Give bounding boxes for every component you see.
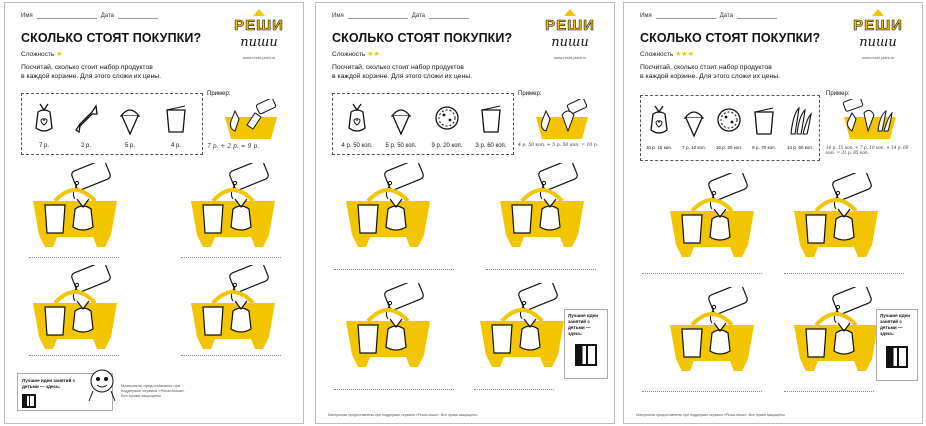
example-basket [221, 99, 281, 141]
footer: Материалы предоставлены при поддержке сервиса «Реши-пиши». Все права защищены. [328, 413, 478, 417]
difficulty: Сложность ★ [21, 51, 63, 58]
basket [494, 163, 590, 249]
answer-line[interactable] [642, 391, 762, 392]
date-field[interactable] [429, 13, 469, 19]
price-tag [708, 173, 749, 201]
answer-line[interactable] [486, 269, 596, 270]
yogurt-cup-icon [751, 104, 777, 138]
page-title: СКОЛЬКО СТОЯТ ПОКУПКИ? [21, 31, 202, 45]
candy-bag-icon [344, 102, 370, 136]
logo-url: www.reshi-pishi.ru [553, 55, 587, 60]
logo-top-text: РЕШИ [853, 17, 903, 34]
logo-bottom-text: пиши [551, 35, 589, 50]
example-panel [207, 91, 299, 157]
answer-line[interactable] [181, 257, 281, 258]
price-tag [708, 287, 749, 315]
answer-line[interactable] [784, 391, 874, 392]
basket [185, 163, 281, 249]
logo-top-text: РЕШИ [234, 17, 284, 34]
basket [664, 287, 760, 373]
price-list [640, 95, 820, 161]
answer-line[interactable] [334, 389, 454, 390]
date-label: Дата [100, 13, 114, 19]
price-item: 16 р. 20 коп. [711, 104, 747, 150]
answer-line[interactable] [181, 355, 281, 356]
price-tag [229, 163, 270, 191]
price-item: 10 р. 15 коп. [641, 104, 677, 150]
basket [340, 283, 436, 369]
difficulty: Сложность ★★★ [640, 51, 694, 58]
pizza-icon [434, 102, 460, 136]
logo-bottom-text: пиши [240, 35, 278, 50]
name-label: Имя [640, 13, 652, 19]
name-label: Имя [332, 13, 344, 19]
price-tag [384, 283, 425, 311]
basket [185, 265, 281, 351]
date-field[interactable] [737, 13, 777, 19]
basket [340, 163, 436, 249]
star-icon: ★ [56, 51, 63, 58]
price-tag [71, 163, 112, 191]
instructions: Посчитай, сколько стоит набор продуктов в каждой корзине. Для этого сложи их цены. [332, 64, 472, 80]
example-basket [532, 99, 592, 141]
promo-box [876, 309, 918, 381]
price-tag [832, 173, 873, 201]
basket [474, 283, 570, 369]
star-icon: ★★ [367, 51, 380, 58]
basket [788, 173, 884, 259]
price-item: 4 р. [160, 102, 192, 149]
price-item: 5 р. [114, 102, 146, 149]
wrapped-candy-icon [73, 102, 99, 136]
example-label: Пример: [826, 91, 850, 97]
basket [27, 265, 123, 351]
price-item: 3 р. 60 коп. [471, 102, 511, 149]
price-item: 8 р. 70 коп. [746, 104, 782, 150]
name-field[interactable] [37, 13, 97, 19]
header-fields [640, 13, 777, 19]
page-title: СКОЛЬКО СТОЯТ ПОКУПКИ? [332, 31, 513, 45]
answer-line[interactable] [29, 257, 119, 258]
price-list [21, 93, 203, 155]
qr-code-icon[interactable] [575, 344, 597, 366]
qr-code-icon[interactable] [22, 394, 36, 408]
header-fields [21, 13, 158, 19]
price-item: 2 р. [70, 102, 102, 149]
ice-cream-icon [681, 104, 707, 138]
price-tag [384, 163, 425, 191]
worksheet-hard [623, 2, 923, 424]
name-field[interactable] [656, 13, 716, 19]
price-item: 14 р. 60 коп. [781, 104, 819, 150]
page-title: СКОЛЬКО СТОЯТ ПОКУПКИ? [640, 31, 821, 45]
difficulty: Сложность ★★ [332, 51, 380, 58]
credits: Материалы предоставлены при поддержке сервиса «Реши-пиши». Все права защищены. [121, 383, 186, 398]
ice-cream-icon [388, 102, 414, 136]
yogurt-cup-icon [478, 102, 504, 136]
basket [27, 163, 123, 249]
brand-logo [227, 9, 291, 65]
price-item: 9 р. 20 коп. [427, 102, 467, 149]
example-label: Пример: [518, 91, 542, 97]
example-equation: 4 р. 50 коп. + 5 р. 50 коп. = 10 р. [518, 143, 599, 148]
example-equation: 7 р. + 2 р. = 9 р. [207, 143, 260, 150]
date-field[interactable] [118, 13, 158, 19]
promo-box [564, 309, 608, 379]
candy-bag-icon [646, 104, 672, 138]
name-label: Имя [21, 13, 33, 19]
footer: Материалы предоставлены при поддержке сервиса «Реши-пиши». Все права защищены. [636, 413, 786, 417]
answer-line[interactable] [784, 273, 904, 274]
yogurt-cup-icon [163, 102, 189, 136]
logo-top-text: РЕШИ [545, 17, 595, 34]
answer-line[interactable] [474, 389, 554, 390]
price-list [332, 93, 514, 155]
date-label: Дата [719, 13, 733, 19]
example-label: Пример: [207, 91, 231, 97]
example-basket [840, 99, 900, 141]
worksheet-medium [315, 2, 615, 424]
price-tag [538, 163, 579, 191]
pizza-icon [716, 104, 742, 138]
brand-logo [846, 9, 910, 65]
answer-line[interactable] [29, 355, 119, 356]
promo-text: Лучшие идеи занятий с детьми — здесь: [880, 313, 911, 336]
answer-line[interactable] [642, 273, 762, 274]
worksheet-easy [4, 2, 304, 424]
name-field[interactable] [348, 13, 408, 19]
instructions: Посчитай, сколько стоит набор продуктов в каждой корзине. Для этого сложи их цены. [640, 64, 780, 80]
header-fields [332, 13, 469, 19]
basket [788, 287, 884, 373]
logo-url: www.reshi-pishi.ru [861, 55, 895, 60]
candy-bag-icon [31, 102, 57, 136]
example-equation: 10 р. 15 коп. + 7 р. 10 коп. + 14 р. 60 коп. = 31 р. 85 коп. [826, 145, 909, 155]
star-icon: ★★★ [675, 51, 694, 58]
promo-text: Лучшие идеи занятий с детьми — здесь: [22, 378, 76, 389]
price-tag [518, 283, 559, 311]
instructions: Посчитай, сколько стоит набор продуктов в каждой корзине. Для этого сложи их цены. [21, 64, 161, 80]
price-tag [832, 287, 873, 315]
price-item: 4 р. 50 коп. [337, 102, 377, 149]
example-panel [518, 91, 610, 157]
mascot-icon [85, 365, 119, 405]
brand-logo [538, 9, 602, 65]
price-item: 5 р. 50 коп. [381, 102, 421, 149]
logo-url: www.reshi-pishi.ru [242, 55, 276, 60]
bananas-icon [787, 104, 813, 138]
price-tag [71, 265, 112, 293]
ice-cream-icon [117, 102, 143, 136]
logo-bottom-text: пиши [859, 35, 897, 50]
answer-line[interactable] [334, 269, 454, 270]
example-panel [826, 91, 918, 157]
price-item: 7 р. [28, 102, 60, 149]
qr-code-icon[interactable] [886, 346, 908, 368]
promo-text: Лучшие идеи занятий с детьми — здесь: [568, 313, 599, 336]
price-item: 7 р. 10 коп. [676, 104, 712, 150]
basket [664, 173, 760, 259]
date-label: Дата [411, 13, 425, 19]
price-tag [229, 265, 270, 293]
